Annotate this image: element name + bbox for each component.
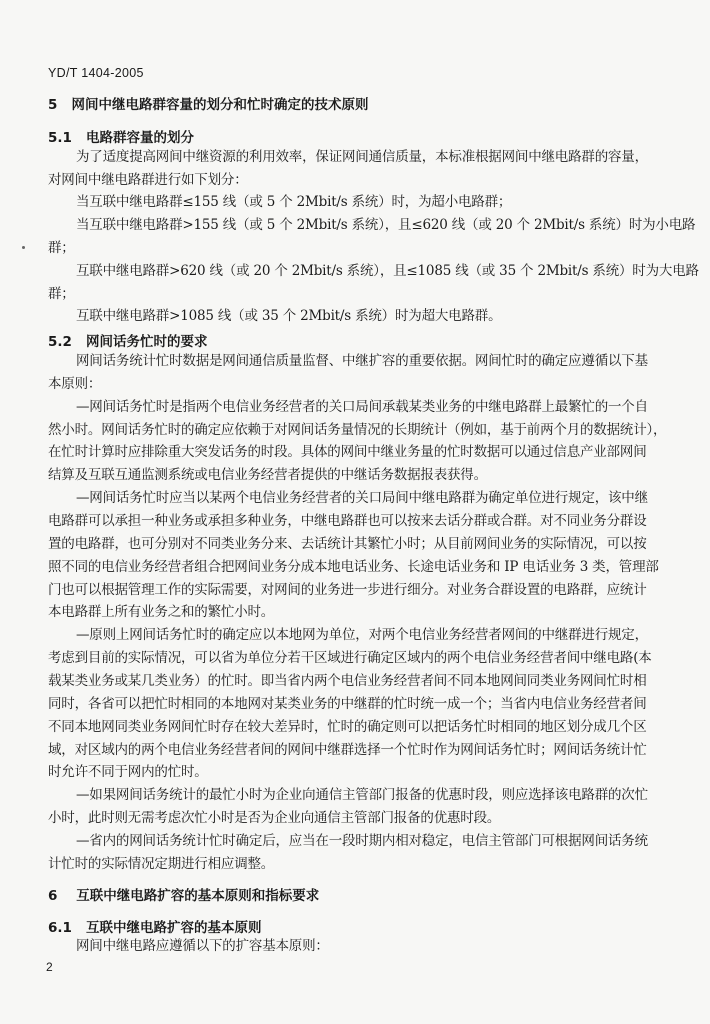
- paragraph-line: 计忙时的实际情况定期进行相应调整。: [48, 856, 275, 872]
- paragraph-line: 群；: [48, 240, 75, 256]
- paragraph-line: 在忙时计算时应排除重大突发话务的时段。具体的网间中继业务量的忙时数据可以通过信息产业部网间: [48, 444, 647, 460]
- section-title: 互联中继电路扩容的基本原则: [86, 920, 262, 936]
- section-title: 网间中继电路群容量的划分和忙时确定的技术原则: [71, 97, 369, 113]
- paragraph-line: —如果网间话务统计的最忙小时为企业向通信主管部门报备的优惠时段，则应选择该电路群的次忙: [76, 787, 648, 803]
- page-number: 2: [46, 960, 53, 974]
- paragraph-line: —省内的网间话务统计忙时确定后，应当在一段时期内相对稳定，电信主管部门可根据网间话务统: [76, 833, 648, 849]
- section-title: 互联中继电路扩容的基本原则和指标要求: [76, 888, 320, 904]
- paragraph-line: 不同本地网同类业务网间忙时存在较大差异时，忙时的确定则可以把话务忙时相同的地区划分成几个区: [48, 719, 647, 735]
- paragraph-line: 考虑到目前的实际情况，可以省为单位分若干区域进行确定区域内的两个电信业务经营者间中继电路(本: [48, 650, 652, 666]
- paragraph-line: —原则上网间话务忙时的确定应以本地网为单位，对两个电信业务经营者网间的中继群进行规定，: [76, 627, 648, 643]
- paragraph-line: 时允许不同于网内的忙时。: [48, 764, 208, 780]
- section-number: 5.2: [48, 334, 72, 350]
- paragraph-line: —网间话务忙时是指两个电信业务经营者的关口局间承载某类业务的中继电路群上最繁忙的一个自: [76, 399, 648, 415]
- paragraph-line: 对网间中继电路群进行如下划分：: [48, 172, 248, 188]
- paragraph-line: 网间中继电路应遵循以下的扩容基本原则：: [76, 938, 329, 954]
- paragraph-line: 群；: [48, 286, 75, 302]
- section-number: 6: [48, 888, 58, 904]
- paragraph-line: 互联中继电路群>620 线（或 20 个 2Mbit/s 系统），且≤1085 线（或 35 个 2Mbit/s 系统）时为大电路: [76, 263, 699, 279]
- section-6-heading: [48, 884, 319, 904]
- section-5-2-heading: [48, 330, 208, 350]
- section-6-1-heading: [48, 916, 262, 936]
- section-title: 电路群容量的划分: [86, 130, 195, 146]
- paragraph-line: 电路群可以承担一种业务或承担多种业务，中继电路群也可以按来去话分群或合群。对不同业务分群设: [48, 513, 647, 529]
- paragraph-line: 当互联中继电路群>155 线（或 5 个 2Mbit/s 系统），且≤620 线（或 20 个 2Mbit/s 系统）时为小电路: [76, 217, 696, 233]
- paragraph-line: 门也可以根据管理工作的实际需要，对网间的业务进一步进行细分。对业务合群设置的电路群，应统计: [48, 582, 647, 598]
- paragraph-line: 结算及互联互通监测系统或电信业务经营者提供的中继话务数据报表获得。: [48, 467, 487, 483]
- paragraph-line: —网间话务忙时应当以某两个电信业务经营者的关口局间中继电路群为确定单位进行规定，该中继: [76, 490, 648, 506]
- section-number: 5: [48, 97, 58, 113]
- paragraph-line: 置的电路群，也可分别对不同类业务分来、去话统计其繁忙小时；从目前网间业务的实际情况，可以按: [48, 536, 647, 552]
- paragraph-line: 网间话务统计忙时数据是网间通信质量监督、中继扩容的重要依据。网间忙时的确定应遵循以下基: [76, 353, 648, 369]
- paragraph-line: 然小时。网间话务忙时的确定应依赖于对网间话务量情况的长期统计（例如，基于前两个月的数据统计），: [48, 422, 667, 438]
- paragraph-line: 本电路群上所有业务之和的繁忙小时。: [48, 604, 275, 620]
- section-number: 5.1: [48, 130, 72, 146]
- paragraph-line: 为了适度提高网间中继资源的利用效率，保证网间通信质量，本标准根据网间中继电路群的容量，: [76, 149, 648, 165]
- paragraph-line: 域，对区域内的两个电信业务经营者间的网间中继群选择一个忙时作为网间话务忙时；网间话务统计忙: [48, 742, 647, 758]
- paragraph-line: 照不同的电信业务经营者组合把网间业务分成本地电话业务、长途电话业务和 IP 电话业务 3 类，管理部: [48, 559, 659, 575]
- margin-mark: [22, 246, 25, 249]
- section-5-heading: [48, 93, 369, 113]
- paragraph-line: 小时，此时则无需考虑次忙小时是否为企业向通信主管部门报备的优惠时段。: [48, 810, 501, 826]
- section-5-1-heading: [48, 126, 194, 146]
- paragraph-line: 同时，各省可以把忙时相同的本地网对某类业务的中继群的忙时统一成一个；当省内电信业务经营者间: [48, 696, 647, 712]
- paragraph-line: 互联中继电路群>1085 线（或 35 个 2Mbit/s 系统）时为超大电路群。: [76, 308, 502, 324]
- paragraph-line: 当互联中继电路群≤155 线（或 5 个 2Mbit/s 系统）时，为超小电路群；: [76, 194, 512, 210]
- paragraph-line: 本原则：: [48, 376, 102, 392]
- paragraph-line: 载某类业务或某几类业务）的忙时。即当省内两个电信业务经营者间不同本地网间同类业务网间忙时相: [48, 673, 647, 689]
- section-number: 6.1: [48, 920, 72, 936]
- document-id: YD/T 1404-2005: [48, 66, 144, 80]
- section-title: 网间话务忙时的要求: [86, 334, 208, 350]
